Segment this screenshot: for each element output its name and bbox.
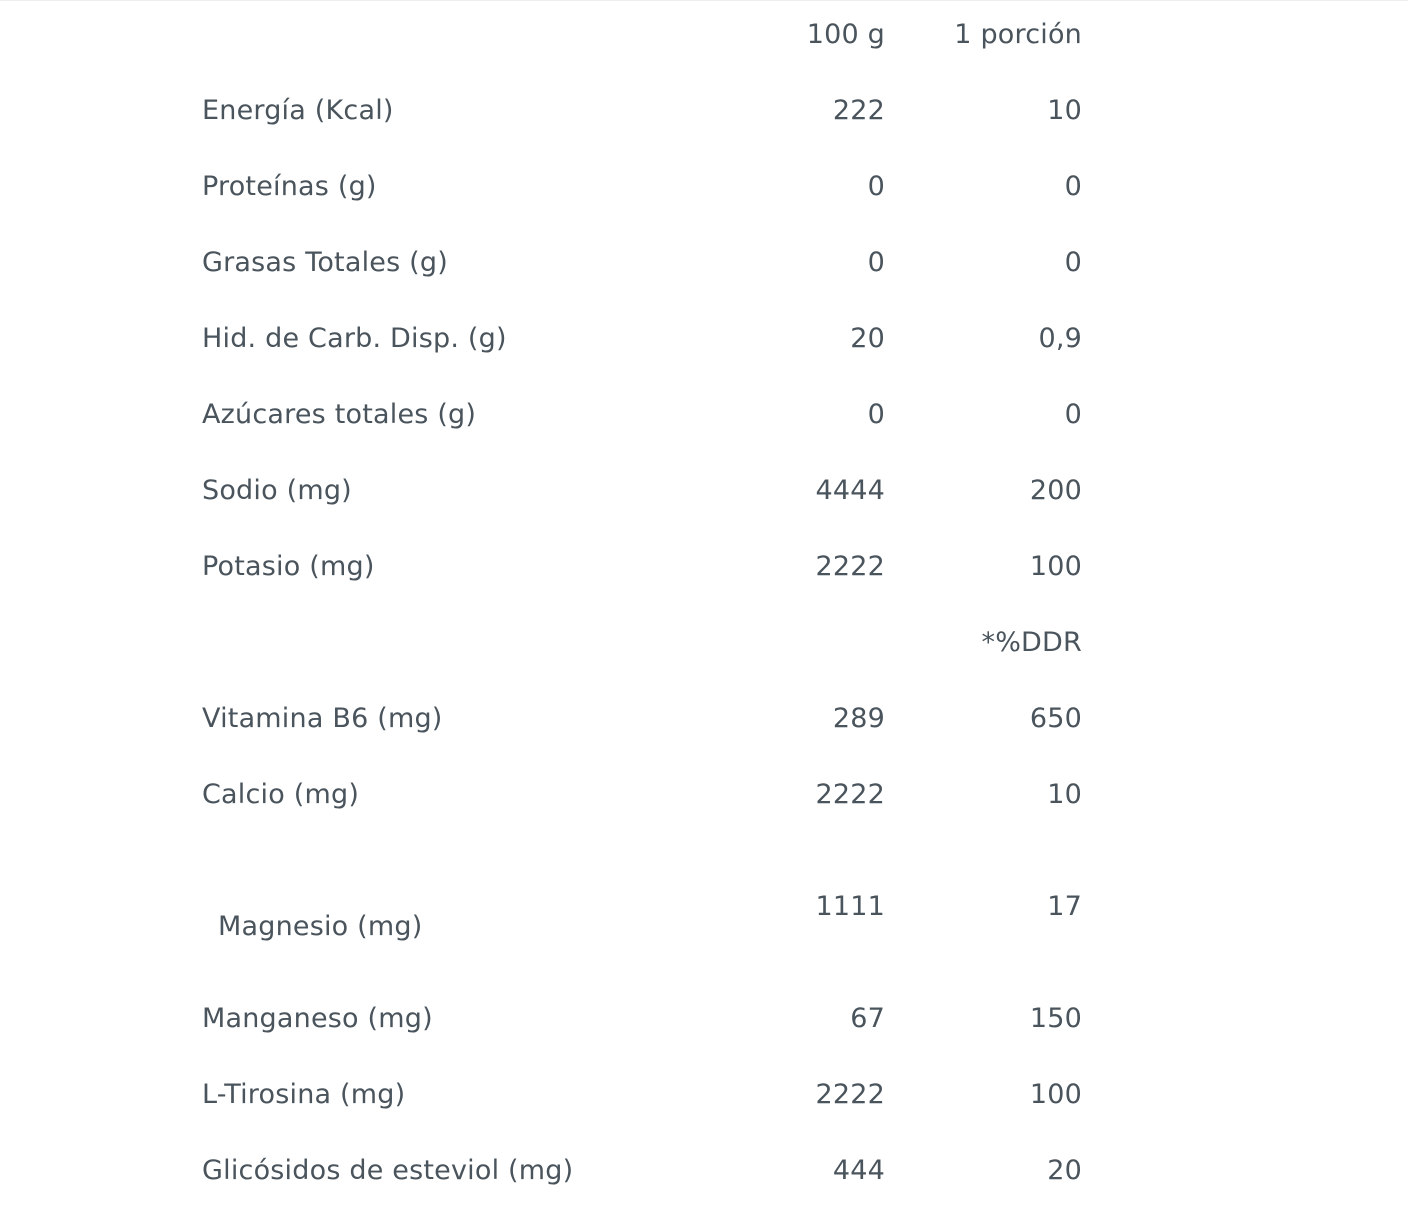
header-portion: 1 porción bbox=[954, 19, 1082, 50]
value-portion: 0 bbox=[1064, 247, 1082, 278]
value-100g: 67 bbox=[850, 1003, 885, 1034]
value-100g: 222 bbox=[832, 95, 885, 126]
nutrient-name: Hid. de Carb. Disp. (g) bbox=[202, 323, 507, 354]
table-row bbox=[0, 319, 1408, 359]
table-row bbox=[0, 1151, 1408, 1191]
value-portion: 10 bbox=[1047, 779, 1082, 810]
value-portion: 0,9 bbox=[1038, 323, 1082, 354]
ddr-header-row bbox=[0, 623, 1408, 663]
nutrient-name: Vitamina B6 (mg) bbox=[202, 703, 443, 734]
top-divider bbox=[0, 0, 1408, 1]
value-100g: 4444 bbox=[815, 475, 885, 506]
nutrient-name: Calcio (mg) bbox=[202, 779, 360, 810]
value-portion: 10 bbox=[1047, 95, 1082, 126]
table-row bbox=[0, 471, 1408, 511]
value-portion: 100 bbox=[1029, 1079, 1082, 1110]
value-portion: 17 bbox=[1047, 891, 1082, 922]
table-row bbox=[0, 999, 1408, 1039]
value-100g: 444 bbox=[832, 1155, 885, 1186]
value-100g: 1111 bbox=[815, 891, 885, 922]
nutrient-name: L-Tirosina (mg) bbox=[202, 1079, 406, 1110]
value-100g: 2222 bbox=[815, 551, 885, 582]
nutrient-name: Manganeso (mg) bbox=[202, 1003, 433, 1034]
value-portion: 200 bbox=[1029, 475, 1082, 506]
value-100g: 289 bbox=[832, 703, 885, 734]
nutrient-name: Magnesio (mg) bbox=[218, 911, 423, 942]
table-row bbox=[0, 91, 1408, 131]
ddr-header: *%DDR bbox=[981, 627, 1082, 658]
value-portion: 150 bbox=[1029, 1003, 1082, 1034]
table-row bbox=[0, 395, 1408, 435]
value-100g: 0 bbox=[867, 399, 885, 430]
nutrient-name: Energía (Kcal) bbox=[202, 95, 394, 126]
table-header-row bbox=[0, 15, 1408, 55]
value-portion: 0 bbox=[1064, 399, 1082, 430]
nutrient-name: Sodio (mg) bbox=[202, 475, 352, 506]
nutrient-name: Potasio (mg) bbox=[202, 551, 375, 582]
value-portion: 100 bbox=[1029, 551, 1082, 582]
table-row bbox=[0, 887, 1408, 942]
value-100g: 20 bbox=[850, 323, 885, 354]
table-row bbox=[0, 167, 1408, 207]
table-row bbox=[0, 243, 1408, 283]
value-portion: 650 bbox=[1029, 703, 1082, 734]
nutrient-name: Azúcares totales (g) bbox=[202, 399, 477, 430]
table-row bbox=[0, 1075, 1408, 1115]
value-100g: 0 bbox=[867, 171, 885, 202]
table-row bbox=[0, 699, 1408, 739]
value-100g: 2222 bbox=[815, 779, 885, 810]
value-portion: 20 bbox=[1047, 1155, 1082, 1186]
value-100g: 0 bbox=[867, 247, 885, 278]
value-portion: 0 bbox=[1064, 171, 1082, 202]
table-row bbox=[0, 547, 1408, 587]
nutrient-name: Proteínas (g) bbox=[202, 171, 377, 202]
value-100g: 2222 bbox=[815, 1079, 885, 1110]
nutrient-name: Glicósidos de esteviol (mg) bbox=[202, 1155, 574, 1186]
table-row bbox=[0, 775, 1408, 815]
nutrient-name: Grasas Totales (g) bbox=[202, 247, 448, 278]
header-100g: 100 g bbox=[806, 19, 885, 50]
